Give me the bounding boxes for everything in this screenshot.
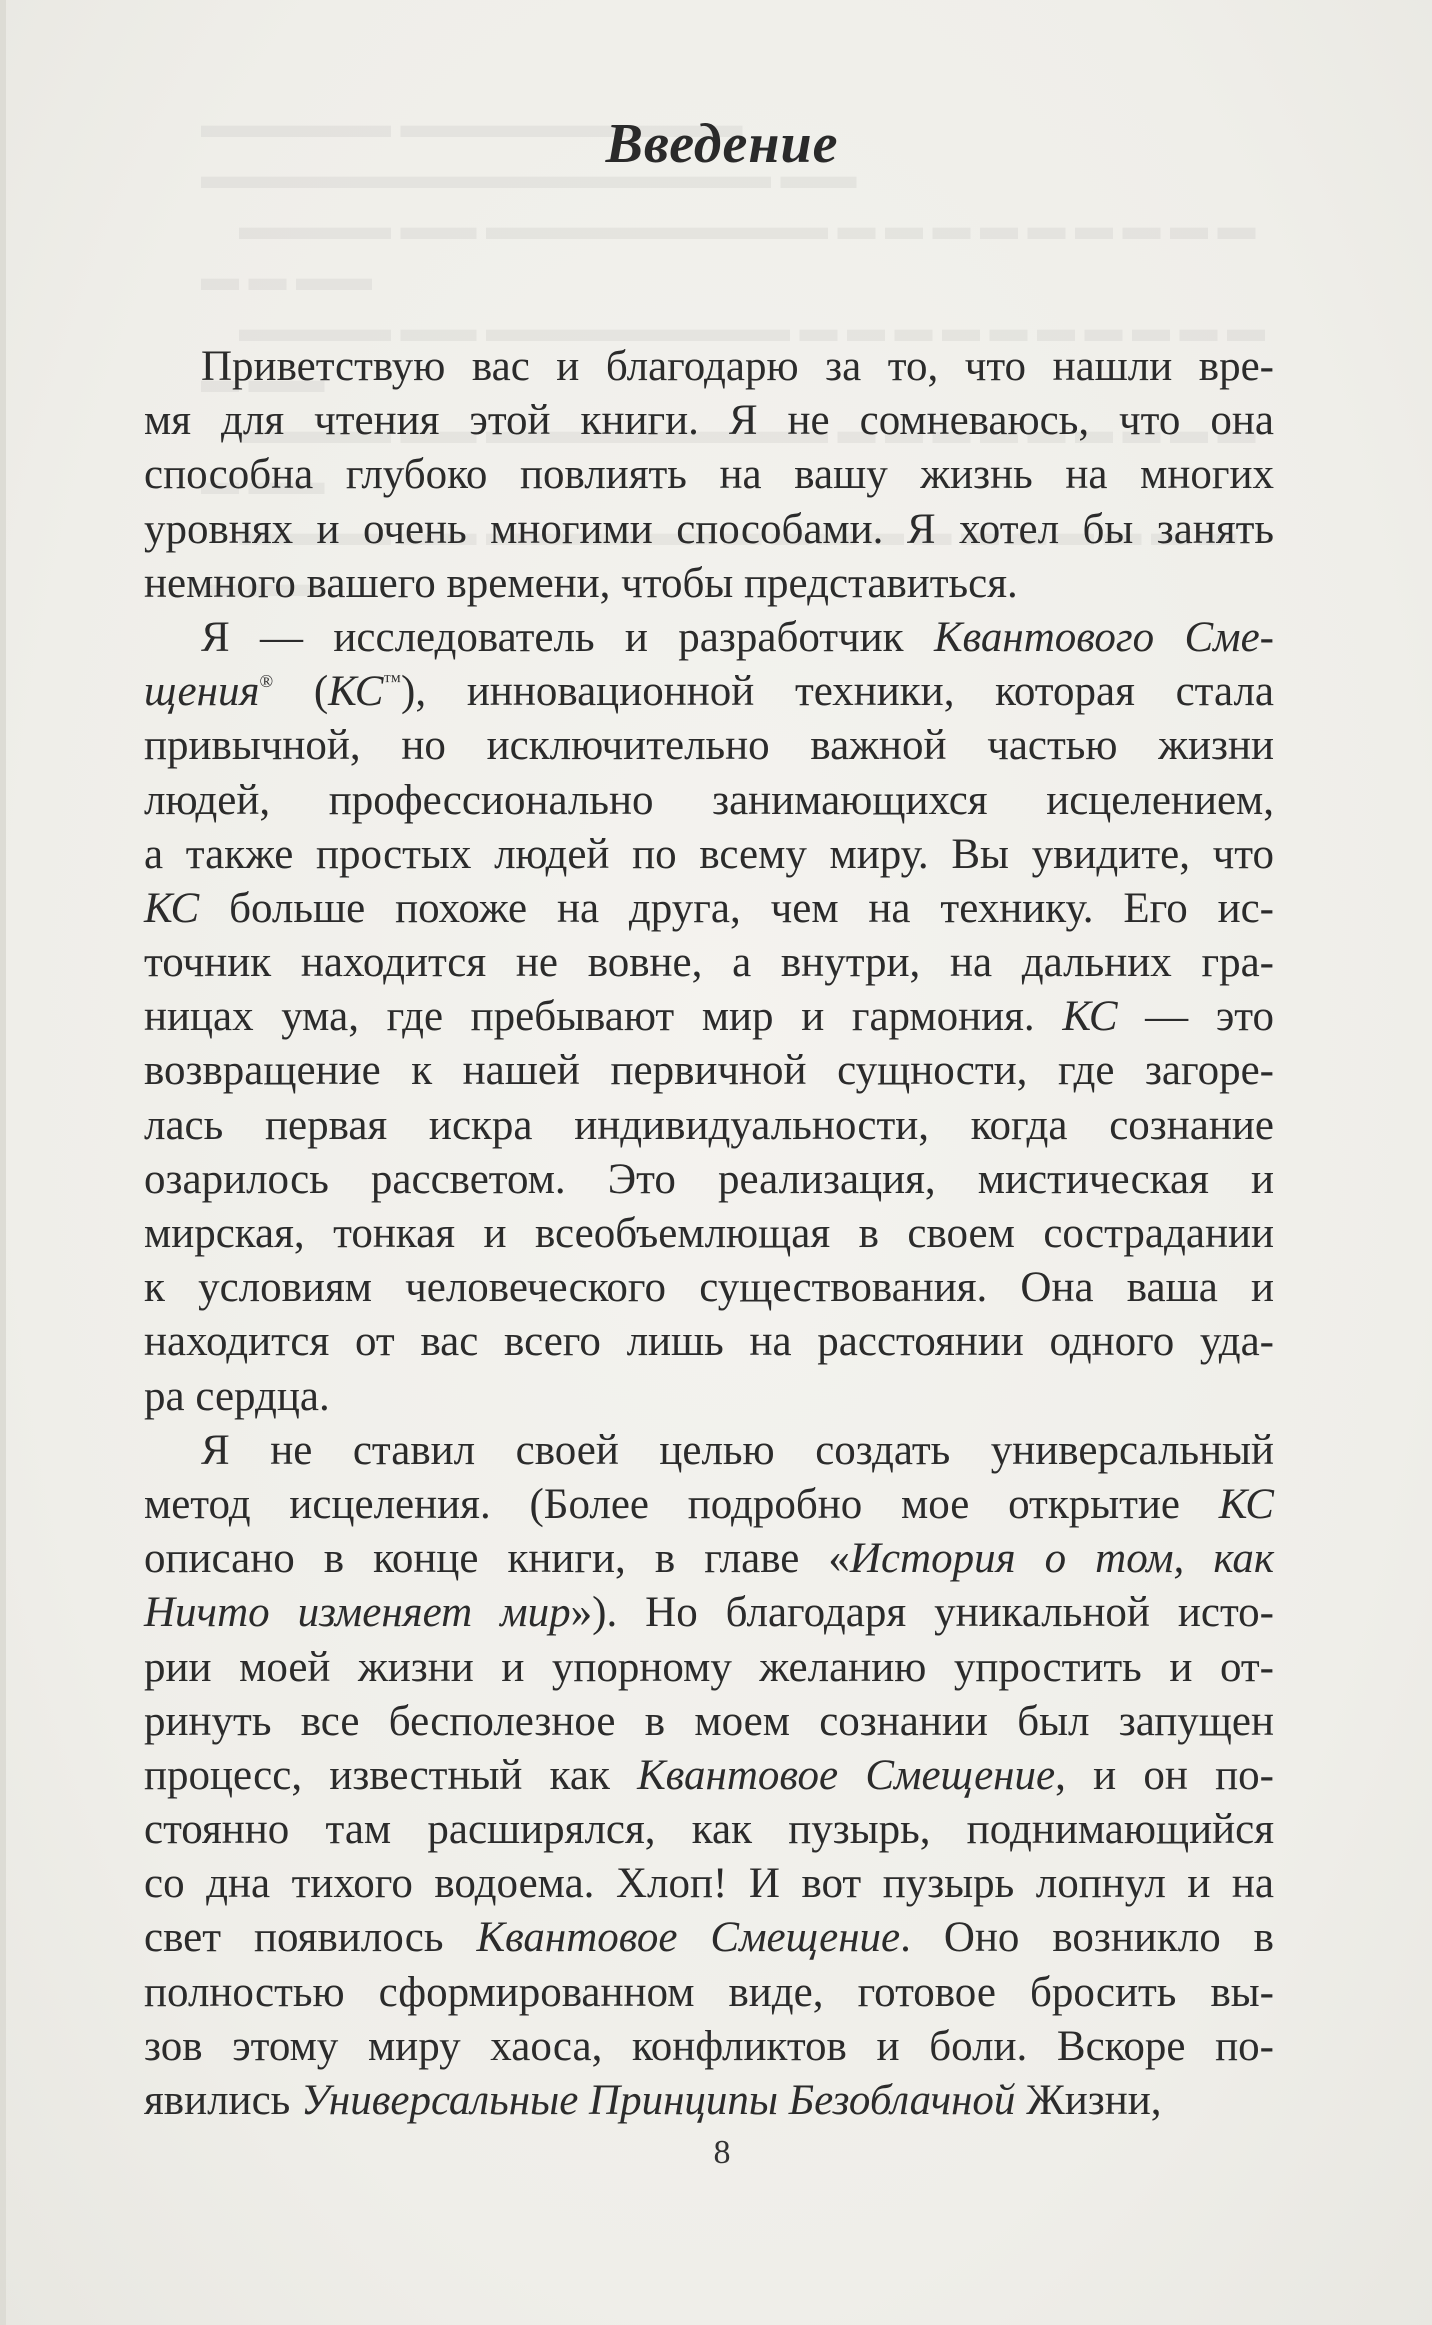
text-line xyxy=(144,1261,1274,1315)
text-run: а также простых людей по всему миру. Вы увидите, что xyxy=(144,830,1274,878)
italic-term: Квантовое Смещение xyxy=(476,1914,901,1962)
text-line xyxy=(144,394,1274,448)
text-line xyxy=(144,828,1274,882)
text-line xyxy=(144,1911,1274,1965)
text-line xyxy=(144,611,1274,665)
text-run: описано в конце книги, в главе « xyxy=(144,1535,850,1583)
text-run: метод исцеления. (Более подробно мое открытие xyxy=(144,1480,1219,1528)
text-line xyxy=(144,1532,1274,1586)
text-run: со дна тихого водоема. Хлоп! И вот пузырь лопнул и на xyxy=(144,1860,1274,1908)
text-line xyxy=(144,2020,1274,2074)
text-run: привычной, но исключительно важной частью жизни xyxy=(144,722,1274,770)
text-run: ), инновационной техники, которая стала xyxy=(401,668,1275,716)
italic-term: щения xyxy=(144,668,260,716)
text-line xyxy=(144,1424,1274,1478)
text-line xyxy=(144,2074,1274,2128)
text-line xyxy=(144,1803,1274,1857)
text-run: способна глубоко повлиять на вашу жизнь на многих xyxy=(144,451,1274,499)
chapter-title: Введение xyxy=(605,113,839,175)
text-line xyxy=(144,719,1274,773)
text-run: мя для чтения этой книги. Я не сомневаюсь, что она xyxy=(144,397,1274,445)
text-run: . Оно возникло в xyxy=(900,1914,1274,1962)
text-run: рии моей жизни и упорному желанию упростить и от- xyxy=(144,1643,1274,1691)
text-run: Приветствую вас и благодарю за то, что нашли вре- xyxy=(201,343,1274,390)
text-run: ( xyxy=(273,668,329,716)
trademark-mark: ™ xyxy=(383,671,402,692)
text-line xyxy=(144,448,1274,502)
text-line xyxy=(144,882,1274,936)
text-run: — это xyxy=(1117,993,1274,1041)
text-line xyxy=(144,1966,1274,2020)
text-run: немного вашего времени, чтобы представиться. xyxy=(144,559,1018,607)
text-run: свет появилось xyxy=(144,1914,477,1962)
italic-term: КС xyxy=(1218,1480,1274,1528)
text-run: явились xyxy=(144,2077,302,2124)
page-number: 8 xyxy=(713,2134,731,2171)
text-line xyxy=(144,557,1274,611)
text-run: озарилось рассветом. Это реализация, мистическая и xyxy=(144,1155,1274,1203)
text-run: Я — исследователь и разработчик xyxy=(201,613,934,661)
italic-term: Ничто изменяет мир xyxy=(144,1589,571,1637)
text-line xyxy=(144,1099,1274,1153)
text-line xyxy=(144,1586,1274,1640)
text-line xyxy=(144,1207,1274,1261)
italic-term: КС xyxy=(144,884,200,932)
text-run: мирская, тонкая и всеобъемлющая в своем сострадании xyxy=(144,1210,1274,1257)
text-run: , и он по- xyxy=(1055,1751,1274,1799)
text-line xyxy=(144,990,1274,1044)
text-run: возвращение к нашей первичной сущности, где загоре- xyxy=(144,1047,1274,1095)
italic-term: Квантового Сме- xyxy=(933,613,1275,661)
italic-term: КС xyxy=(1062,993,1118,1041)
text-line xyxy=(144,503,1274,557)
text-line xyxy=(144,1478,1274,1532)
text-line xyxy=(144,340,1274,394)
paragraph xyxy=(144,611,1274,1424)
text-line xyxy=(144,1641,1274,1695)
text-run: к условиям человеческого существования. Она ваша и xyxy=(144,1264,1274,1312)
text-line xyxy=(144,774,1274,828)
italic-term: КС xyxy=(328,668,384,716)
text-run: больше похоже на друга, чем на технику. Его ис- xyxy=(199,884,1274,932)
text-run: процесс, известный как xyxy=(144,1751,638,1799)
text-run: зов этому миру хаоса, конфликтов и боли. Вскоре по- xyxy=(144,2022,1274,2070)
text-line xyxy=(144,665,1274,719)
body-text xyxy=(144,340,1274,2128)
text-run: »). Но благодаря уникальной исто- xyxy=(570,1589,1274,1637)
trademark-mark: ® xyxy=(259,671,274,692)
text-line xyxy=(144,1315,1274,1369)
text-run: полностью сформированном виде, готовое бросить вы- xyxy=(144,1968,1274,2016)
text-line xyxy=(144,1749,1274,1803)
text-run: стоянно там расширялся, как пузырь, поднимающийся xyxy=(144,1806,1274,1854)
italic-term: История о том, как xyxy=(849,1535,1274,1583)
text-run: Я не ставил своей целью создать универсальный xyxy=(201,1426,1274,1474)
paragraph xyxy=(144,340,1274,611)
text-run: ницах ума, где пребывают мир и гармония. xyxy=(144,993,1063,1041)
text-run: ринуть все бесполезное в моем сознании был запущен xyxy=(144,1697,1274,1745)
text-run: находится от вас всего лишь на расстоянии одного уда- xyxy=(144,1318,1274,1366)
text-line xyxy=(144,1857,1274,1911)
text-run: точник находится не вовне, а внутри, на дальних гра- xyxy=(144,939,1274,987)
text-line xyxy=(144,1695,1274,1749)
text-run: уровнях и очень многими способами. Я хотел бы занять xyxy=(144,505,1274,553)
text-run: ра сердца. xyxy=(144,1372,330,1420)
text-line xyxy=(144,936,1274,990)
text-line xyxy=(144,1044,1274,1098)
italic-term: Универсальные Принципы Безоблачной xyxy=(301,2077,1016,2124)
italic-term: Квантовое Смещение xyxy=(637,1751,1056,1799)
text-run: лась первая искра индивидуальности, когда сознание xyxy=(144,1101,1274,1149)
text-run: людей, профессионально занимающихся исцелением, xyxy=(144,776,1274,824)
text-line xyxy=(144,1370,1274,1424)
paragraph xyxy=(144,1424,1274,2128)
text-run: Жизни, xyxy=(1015,2077,1162,2124)
text-line xyxy=(144,1153,1274,1207)
